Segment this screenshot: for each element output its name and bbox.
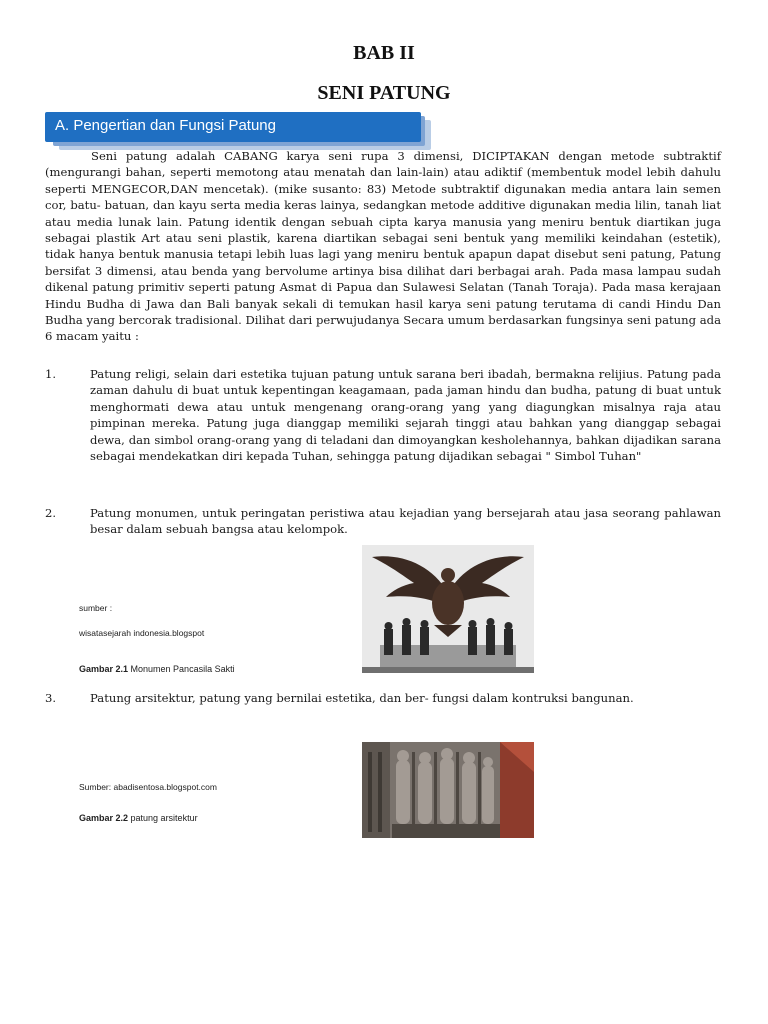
- list-number: 2.: [45, 506, 57, 520]
- list-number: 1.: [45, 367, 57, 381]
- list-text: Patung religi, selain dari estetika tujuan patung untuk sarana beri ibadah, bermakna relijius. Patung pada zaman dahulu di buat untuk kepentingan keagamaan, pada jaman hindu dan budha, patung di buat untuk menghormati dewa atau untuk mengenang orang-orang yang yang diagungkan misalnya raja atau pimpinan mereka. Patung juga dianggap memiliki sejarah tinggi atau bahkan yang dianggap sebagai dewa, dan simbol orang-orang yang di teladani dan dimoyangkan kesholehannya, bahkan dijadikan sarana sebagai mendekatkan diri kepada Tuhan, sehingga patung dijadikan sebagai " Simbol Tuhan": [90, 367, 721, 464]
- intro-text: Seni patung adalah CABANG karya seni rupa 3 dimensi, DICIPTAKAN dengan metode subtraktif (mengurangi bahan, seperti memotong atau menatah dan lain-lain) atau adiktif (membentuk model lebih dahulu seperti MENGECOR,DAN mencetak). (mike susanto: 83) Metode subtraktif digunakan media antara lain semen cor, batu- batuan, dan kayu serta media keras lainya, sedangkan metode additive digunakan media lilin, tanah liat atau media lunak lain. Patung identik dengan sebuah cipta karya manusia yang meniru bentuk diartikan juga sebagai plastik Art atau seni plastik, karena diartikan sebagai seni bentuk yang memiliki keindahan (estetik), tidak hanya bentuk manusia tetapi lebih luas lagi yang meniru bentuk apapun dapat disebut seni patung, Patung bersifat 3 dimensi, atau benda yang bervolume artinya bisa dilihat dari berbagai arah. Pada masa lampau sudah dikenal patung primitiv seperti patung Asmat di Papua dan Sulawesi Selatan (Tanah Toraja). Pada masa kerajaan Hindu Budha di Jawa dan Bali banyak sekali di temukan hasil karya seni patung terutama di candi Hindu Dan Budha yang bercorak tradisional. Dilihat dari perwujudanya Secara umum berdasarkan fungsinya seni patung ada 6 macam yaitu :: [45, 149, 721, 344]
- list-text: Patung arsitektur, patung yang bernilai estetika, dan ber- fungsi dalam kontruksi bangunan.: [90, 691, 634, 705]
- figure2-caption-text: patung arsitektur: [128, 813, 198, 823]
- chapter-title: SENI PATUNG: [317, 82, 451, 104]
- figure1-source-label: sumber :: [79, 603, 113, 613]
- figure1-source: wisatasejarah indonesia.blogspot: [79, 628, 205, 638]
- figure1-caption-text: Monumen Pancasila Sakti: [128, 664, 235, 674]
- intro-paragraph: [45, 148, 721, 345]
- figure2-caption-number: Gambar 2.2: [79, 813, 129, 823]
- section-heading: A. Pengertian dan Fungsi Patung: [55, 117, 276, 134]
- chapter-number: BAB II: [353, 42, 415, 64]
- list-number: 3.: [45, 691, 57, 705]
- figure2-caption: [79, 813, 198, 823]
- figure2-source: Sumber: abadisentosa.blogspot.com: [79, 782, 217, 792]
- architecture-photo: [362, 742, 534, 838]
- facade-statues-image: [362, 742, 534, 838]
- figure1-caption-number: Gambar 2.1: [79, 664, 129, 674]
- monument-photo: [362, 545, 534, 673]
- figure1-caption: [79, 664, 235, 674]
- banner-bar: [45, 112, 421, 142]
- list-text: Patung monumen, untuk peringatan peristiwa atau kejadian yang bersejarah atau jasa seorang pahlawan besar dalam sebuah bangsa atau kelompok.: [90, 506, 721, 537]
- garuda-monument-image: [362, 545, 534, 673]
